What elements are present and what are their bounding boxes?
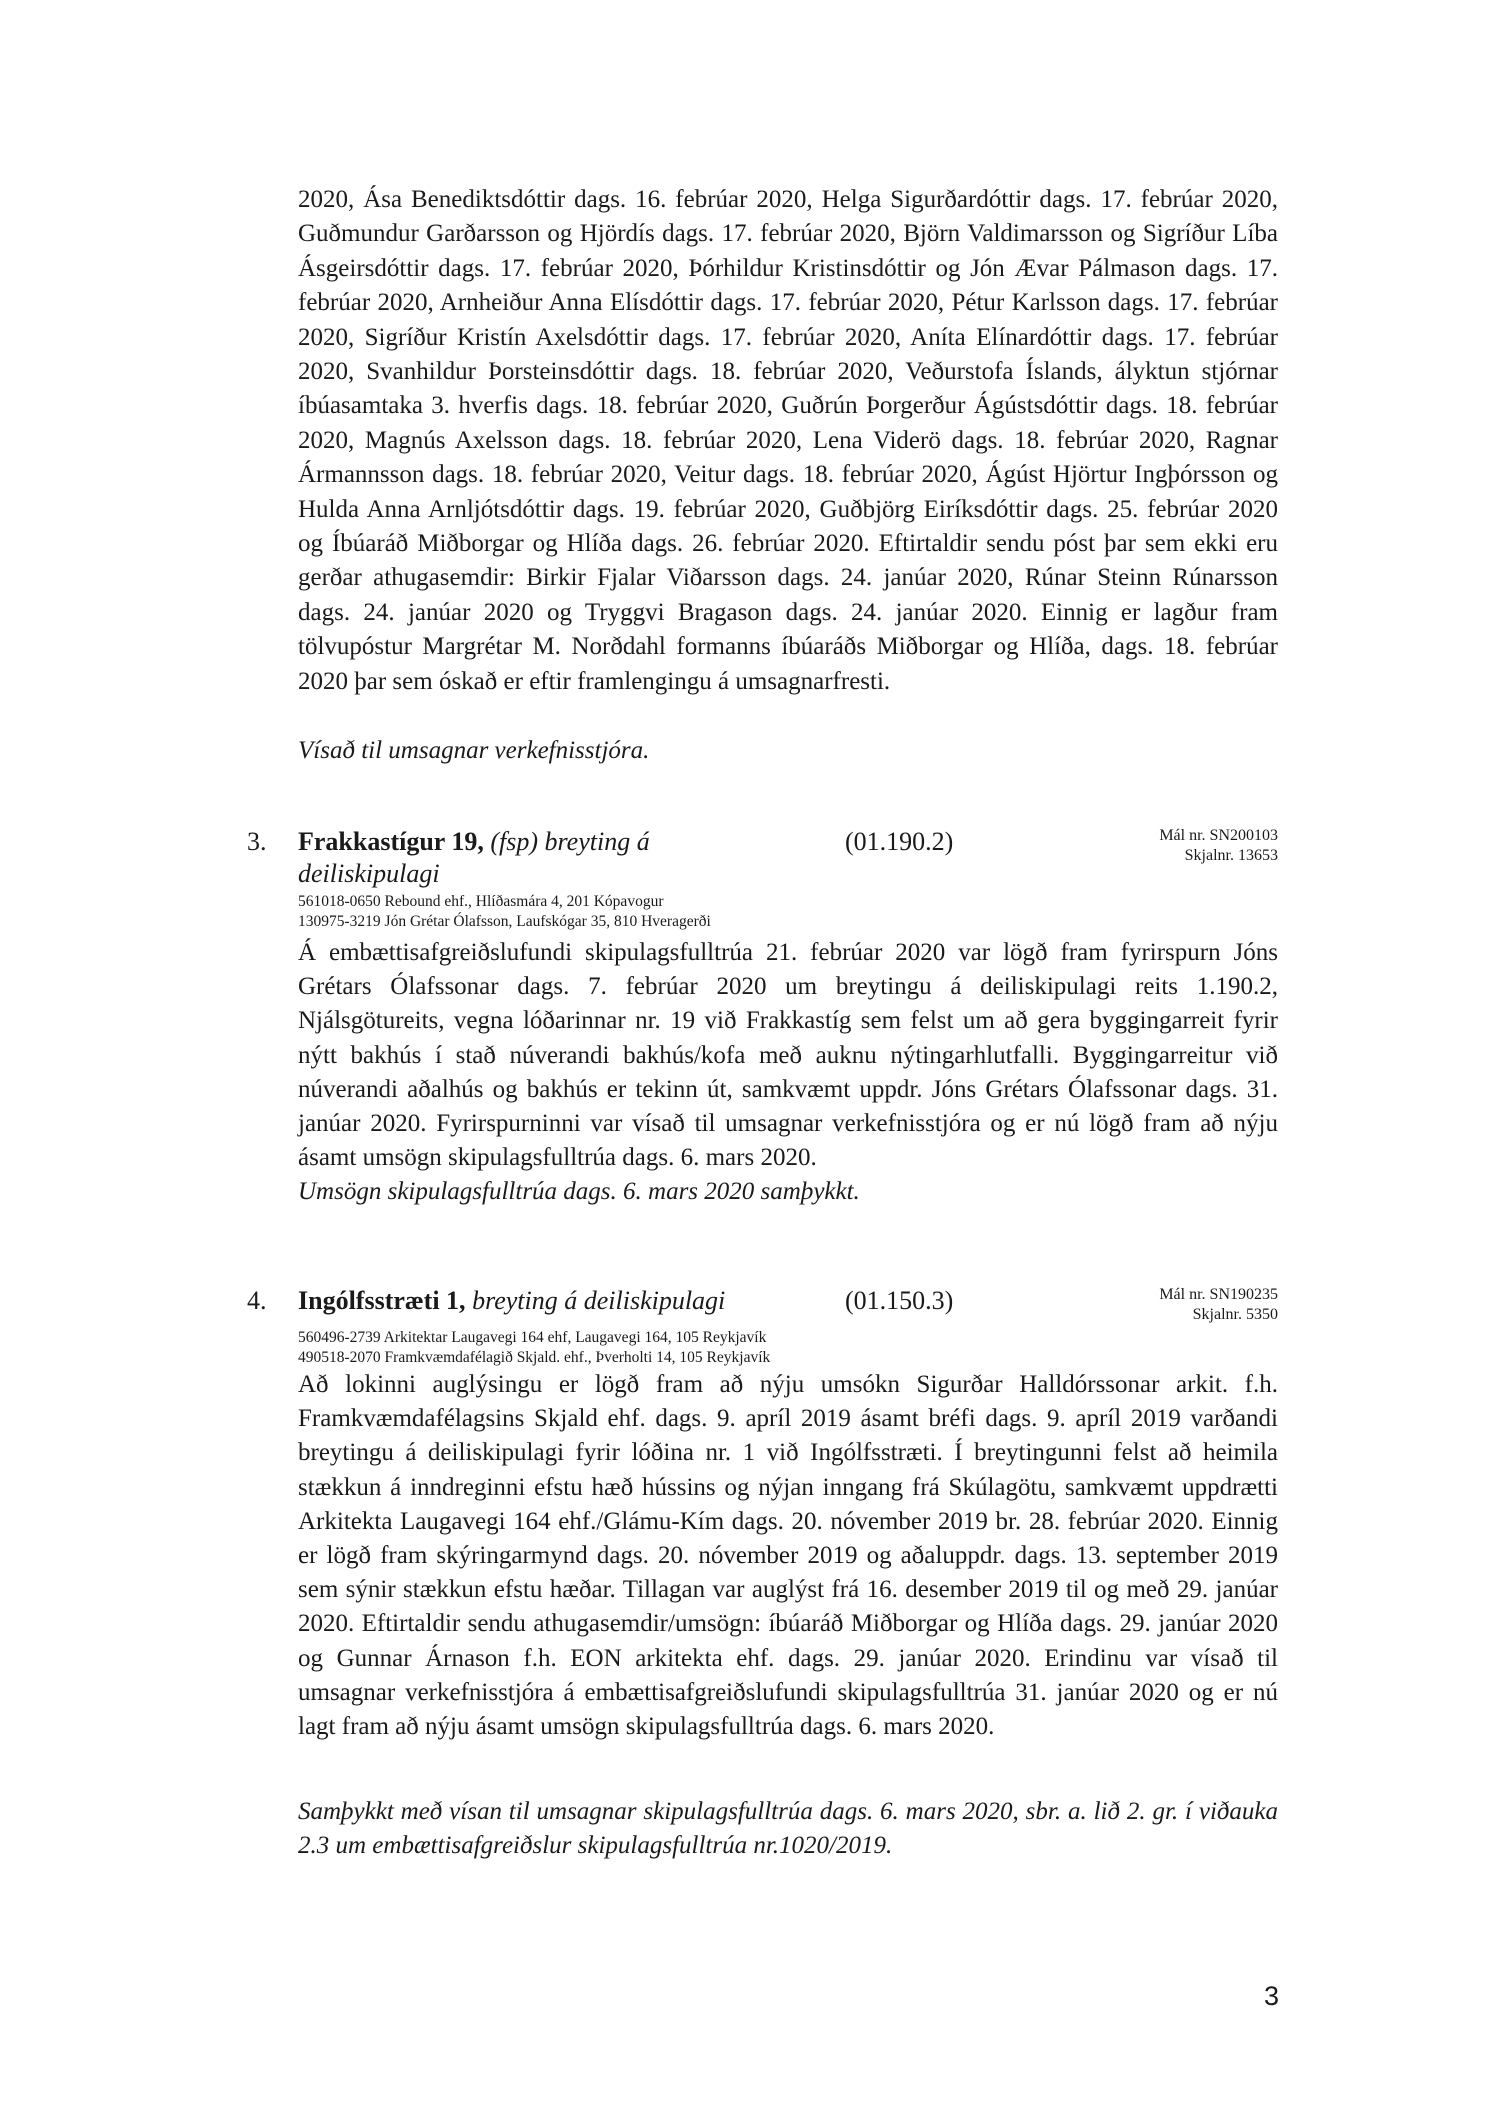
- item-decision: Samþykkt með vísan til umsagnar skipulagsfulltrúa dags. 6. mars 2020, sbr. a. lið 2. gr. í viðauka 2.3 um embættisafgreiðslur skipulagsfulltrúa nr.1020/2019.: [298, 1798, 1278, 1860]
- item-skjalnr: Skjalnr. 5350: [1192, 1306, 1278, 1323]
- continuation-paragraph: 2020, Ása Benediktsdóttir dags. 16. febrúar 2020, Helga Sigurðardóttir dags. 17. febrúar 2020, Guðmundur Garðarsson og Hjördís dags. 17. febrúar 2020, Björn Valdimarsson og Sigríður Líba Ásgeirsdóttir dags. 17. febrúar 2020, Þórhildur Kristinsdóttir og Jón Ævar Pálmason dags. 17. febrúar 2020, Arnheiður Anna Elísdóttir dags. 17. febrúar 2020, Pétur Karlsson dags. 17. febrúar 2020, Sigríður Kristín Axelsdóttir dags. 17. febrúar 2020, Aníta Elínardóttir dags. 17. febrúar 2020, Svanhildur Þorsteinsdóttir dags. 18. febrúar 2020, Veðurstofa Íslands, ályktun stjórnar íbúasamtaka 3. hverfis dags. 18. febrúar 2020, Guðrún Þorgerður Ágústsdóttir dags. 18. febrúar 2020, Magnús Axelsson dags. 18. febrúar 2020, Lena Viderö dags. 18. febrúar 2020, Ragnar Ármannsson dags. 18. febrúar 2020, Veitur dags. 18. febrúar 2020, Ágúst Hjörtur Ingþórsson og Hulda Anna Arnljótsdóttir dags. 19. febrúar 2020, Guðbjörg Eiríksdóttir dags. 25. febrúar 2020 og Íbúaráð Miðborgar og Hlíða dags. 26. febrúar 2020. Eftirtaldir sendu póst þar sem ekki eru gerðar athugasemdir: Birkir Fjalar Viðarsson dags. 24. janúar 2020, Rúnar Steinn Rúnarsson dags. 24. janúar 2020 og Tryggvi Bragason dags. 24. janúar 2020. Einnig er lagður fram tölvupóstur Margrétar M. Norðdahl formanns íbúaráðs Miðborgar og Hlíða, dags. 18. febrúar 2020 þar sem óskað er eftir framlengingu á umsagnarfresti.: [298, 186, 1278, 695]
- item-applicants: [298, 892, 711, 932]
- item-title: [298, 1285, 858, 1317]
- applicant-line: 490518-2070 Framkvæmdafélagið Skjald. ehf., Þverholti 14, 105 Reykjavík: [298, 1349, 771, 1366]
- item-decision: Umsögn skipulagsfulltrúa dags. 6. mars 2020 samþykkt.: [298, 1178, 860, 1205]
- item-applicants: [298, 1328, 770, 1368]
- item-number: 3.: [247, 827, 267, 856]
- page-number: 3: [1264, 1981, 1280, 2011]
- item-title-subject: breyting á deiliskipulagi: [472, 1286, 726, 1315]
- item-reit-code: (01.190.2): [845, 827, 954, 856]
- item-body: Á embættisafgreiðslufundi skipulagsfulltrúa 21. febrúar 2020 var lögð fram fyrirspurn Jóns Grétars Ólafssonar dags. 7. febrúar 2020 um breytingu á deiliskipulagi reits 1.190.2, Njálsgötureits, vegna lóðarinnar nr. 19 við Frakkastíg sem felst um að gera byggingarreit fyrir nýtt bakhús í stað núverandi bakhús/kofa með auknu nýtingarhlutfalli. Byggingarreitur við núverandi aðalhús og bakhús er tekinn út, samkvæmt uppdr. Jóns Grétars Ólafssonar dags. 31. janúar 2020. Fyrirspurninni var vísað til umsagnar verkefnisstjóra og er nú lögð fram að nýju ásamt umsögn skipulagsfulltrúa dags. 6. mars 2020.: [298, 939, 1278, 1172]
- item-title-address: Ingólfsstræti 1,: [298, 1286, 466, 1315]
- item-number: 4.: [247, 1286, 267, 1315]
- item-skjalnr: Skjalnr. 13653: [1184, 847, 1278, 864]
- applicant-line: 560496-2739 Arkitektar Laugavegi 164 ehf, Laugavegi 164, 105 Reykjavík: [298, 1329, 767, 1346]
- item-title-subject: (fsp) breyting á deiliskipulagi: [298, 827, 650, 888]
- continuation-decision: Vísað til umsagnar verkefnisstjóra.: [298, 737, 650, 764]
- item-mal-nr: Mál nr. SN200103: [1159, 827, 1278, 844]
- item-case-ref: [1159, 1285, 1278, 1325]
- item-case-ref: [1159, 826, 1278, 866]
- applicant-line: 561018-0650 Rebound ehf., Hlíðasmára 4, 201 Kópavogur: [298, 893, 664, 910]
- item-mal-nr: Mál nr. SN190235: [1159, 1286, 1278, 1303]
- item-title: [298, 826, 698, 890]
- item-reit-code: (01.150.3): [845, 1286, 954, 1315]
- applicant-line: 130975-3219 Jón Grétar Ólafsson, Laufskógar 35, 810 Hveragerði: [298, 913, 711, 930]
- item-title-address: Frakkastígur 19,: [298, 827, 484, 856]
- item-body: Að lokinni auglýsingu er lögð fram að nýju umsókn Sigurðar Halldórssonar arkit. f.h. Framkvæmdafélagsins Skjald ehf. dags. 9. apríl 2019 ásamt bréfi dags. 9. apríl 2019 varðandi breytingu á deiliskipulagi fyrir lóðina nr. 1 við Ingólfsstræti. Í breytingunni felst að heimila stækkun á inndreginni efstu hæð hússins og nýjan inngang frá Skúlagötu, samkvæmt uppdrætti Arkitekta Laugavegi 164 ehf./Glámu-Kím dags. 20. nóvember 2019 br. 28. febrúar 2020. Einnig er lögð fram skýringarmynd dags. 20. nóvember 2019 og aðaluppdr. dags. 13. september 2019 sem sýnir stækkun efstu hæðar. Tillagan var auglýst frá 16. desember 2019 til og með 29. janúar 2020. Eftirtaldir sendu athugasemdir/umsögn: íbúaráð Miðborgar og Hlíða dags. 29. janúar 2020 og Gunnar Árnason f.h. EON arkitekta ehf. dags. 29. janúar 2020. Erindinu var vísað til umsagnar verkefnisstjóra á embættisafgreiðslufundi skipulagsfulltrúa 31. janúar 2020 og er nú lagt fram að nýju ásamt umsögn skipulagsfulltrúa dags. 6. mars 2020.: [298, 1371, 1278, 1741]
